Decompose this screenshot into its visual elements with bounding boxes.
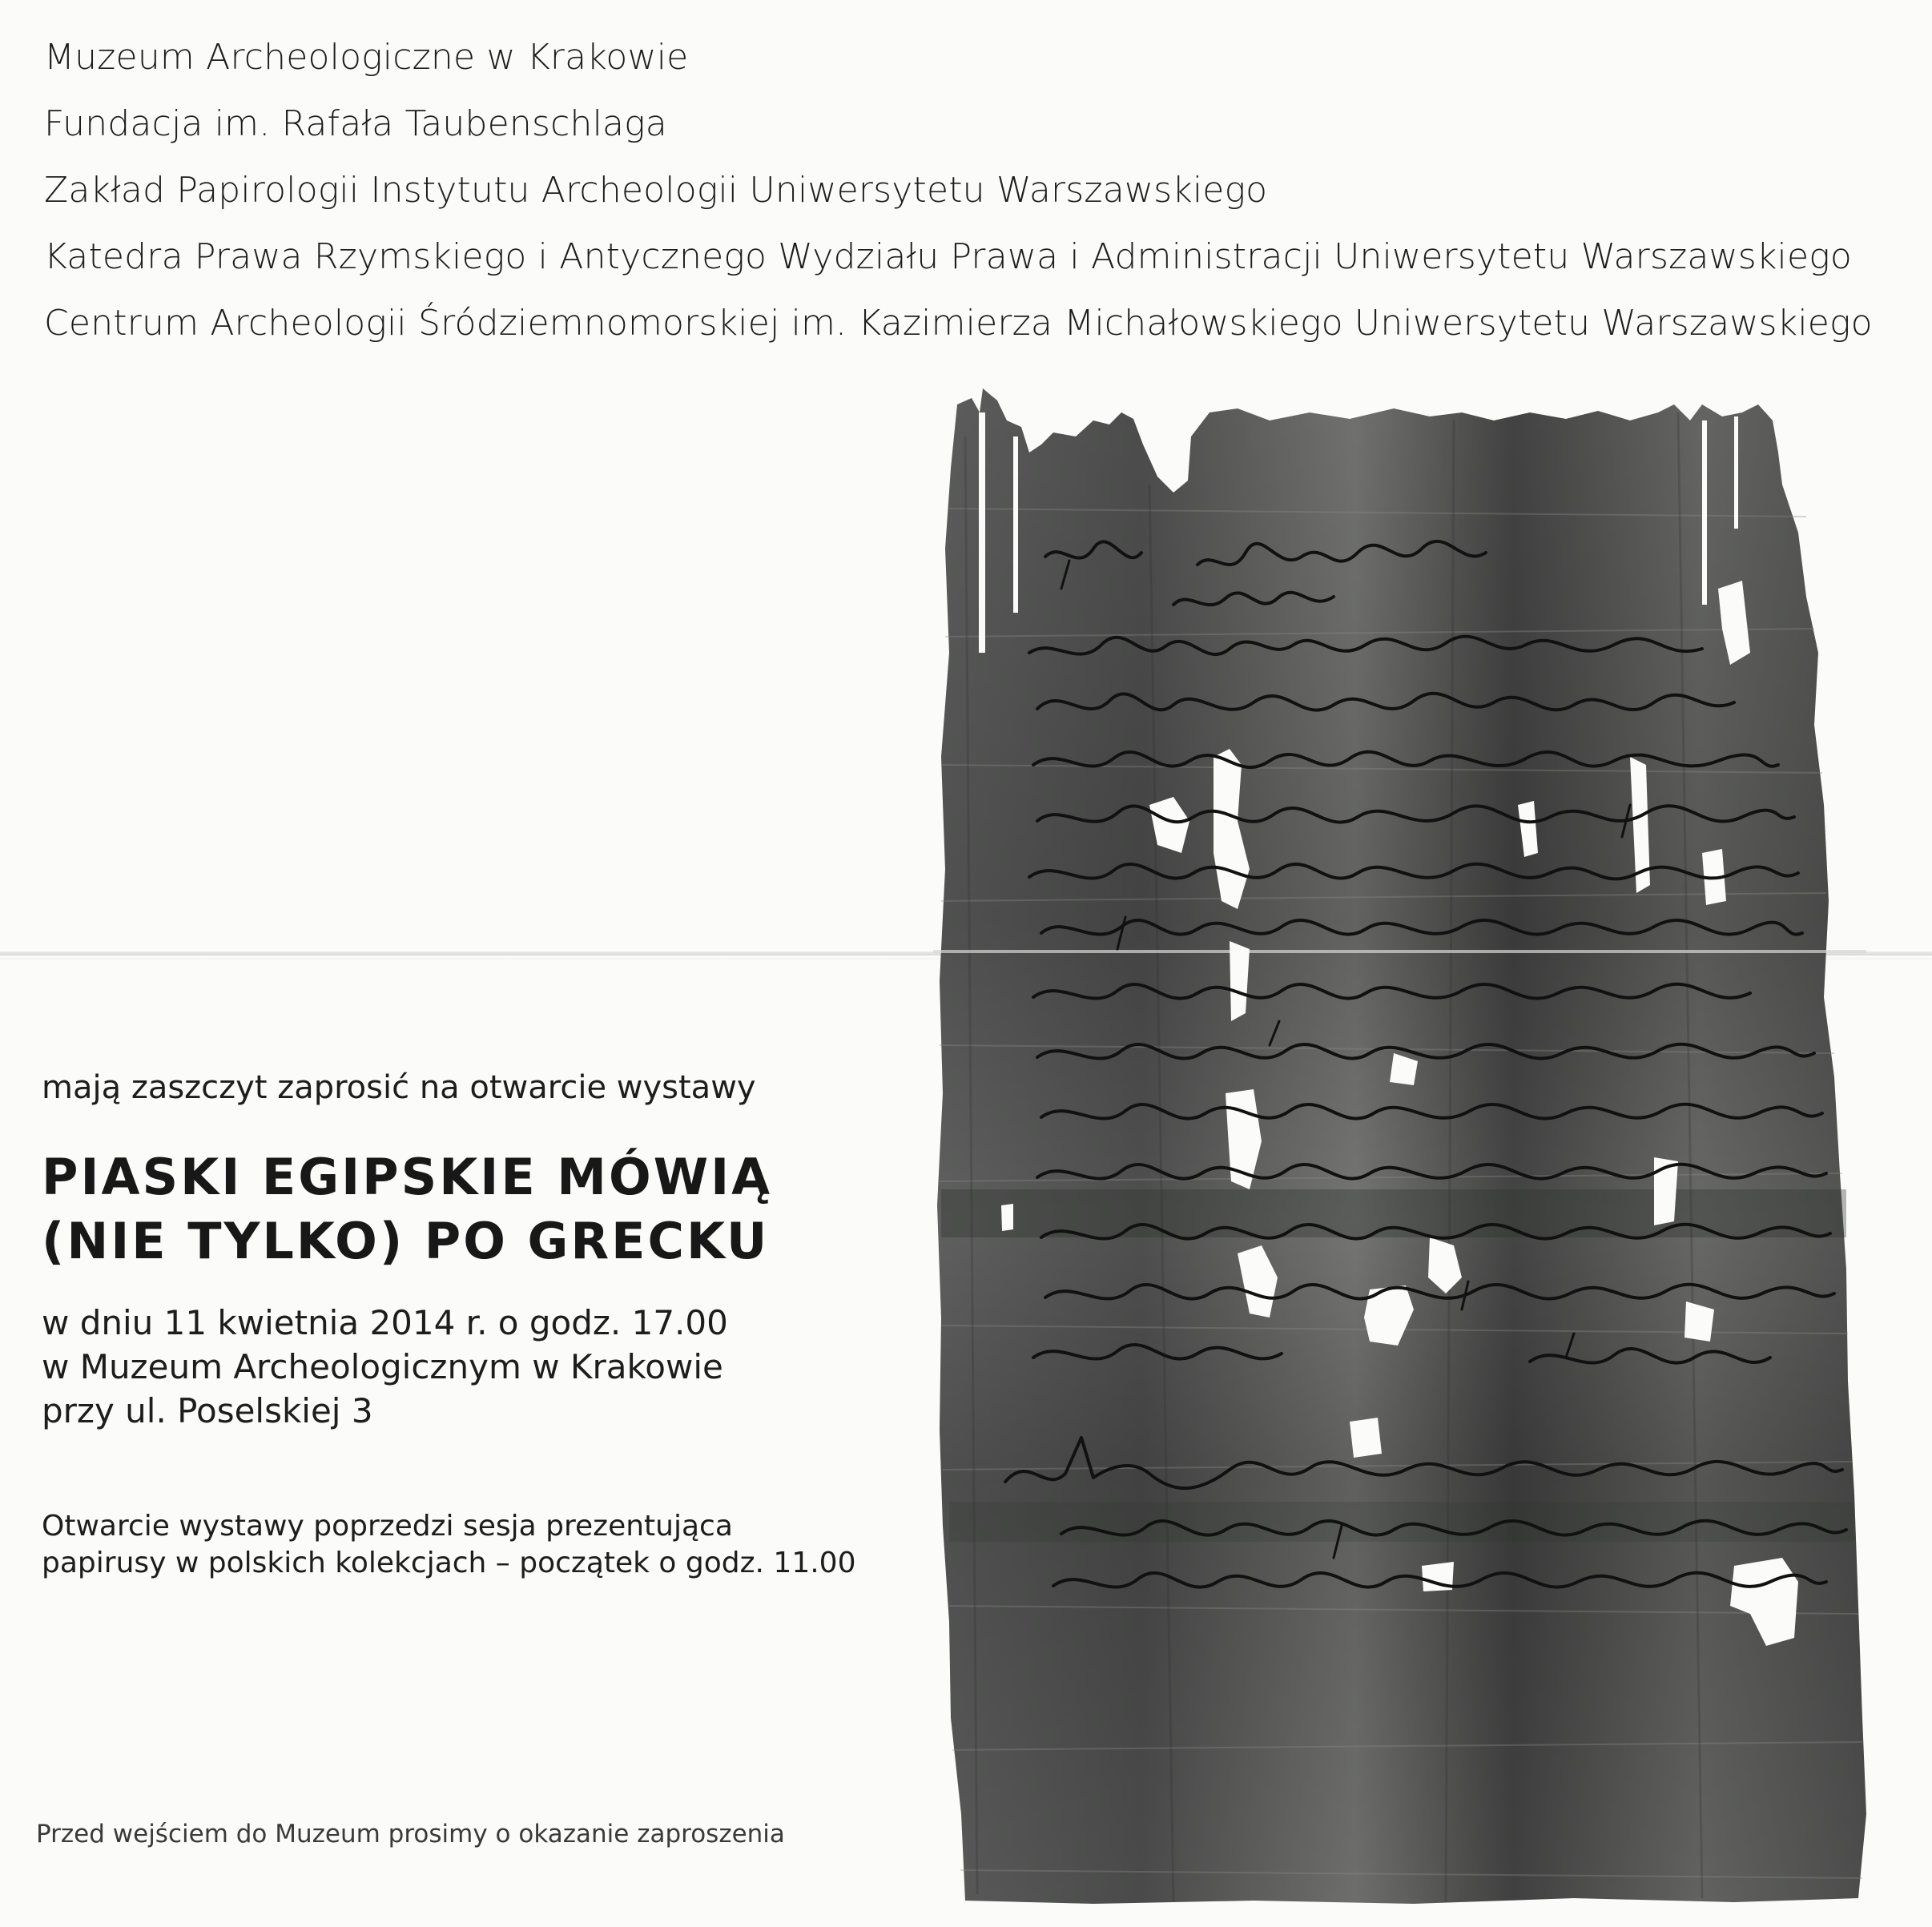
event-venue: w Muzeum Archeologicznym w Krakowie <box>42 1347 723 1386</box>
event-address: przy ul. Poselskiej 3 <box>42 1391 373 1430</box>
session-info <box>42 1508 907 1582</box>
exhibition-title <box>42 1145 907 1273</box>
exhibition-title-line: (NIE TYLKO) PO GRECKU <box>42 1212 770 1270</box>
organizer-list <box>44 24 1873 356</box>
event-date: w dniu 11 kwietnia 2014 r. o godz. 17.00 <box>42 1303 728 1342</box>
papyrus-image <box>933 388 1866 1906</box>
session-line: papirusy w polskich kolekcjach – początek o godz. 11.00 <box>42 1547 856 1579</box>
invitation-intro: mają zaszczyt zaprosić na otwarcie wystawy <box>42 1069 756 1106</box>
organizer-line: Zakład Papirologii Instytutu Archeologii Uniwersytetu Warszawskiego <box>44 170 1268 211</box>
event-details <box>42 1301 907 1433</box>
organizer-line: Muzeum Archeologiczne w Krakowie <box>44 37 689 78</box>
exhibition-title-line: PIASKI EGIPSKIE MÓWIĄ <box>42 1148 773 1206</box>
session-line: Otwarcie wystawy poprzedzi sesja prezentująca <box>42 1510 733 1543</box>
footer-note: Przed wejściem do Muzeum prosimy o okazanie zaproszenia <box>36 1820 785 1849</box>
organizer-line: Fundacja im. Rafała Taubenschlaga <box>44 103 667 144</box>
organizer-line: Centrum Archeologii Śródziemnomorskiej im. Kazimierza Michałowskiego Uniwersytetu Warszawskiego <box>44 303 1873 344</box>
organizer-line: Katedra Prawa Rzymskiego i Antycznego Wydziału Prawa i Administracji Uniwersytetu Warszawskiego <box>44 236 1852 277</box>
invitation-block <box>42 1065 907 1582</box>
